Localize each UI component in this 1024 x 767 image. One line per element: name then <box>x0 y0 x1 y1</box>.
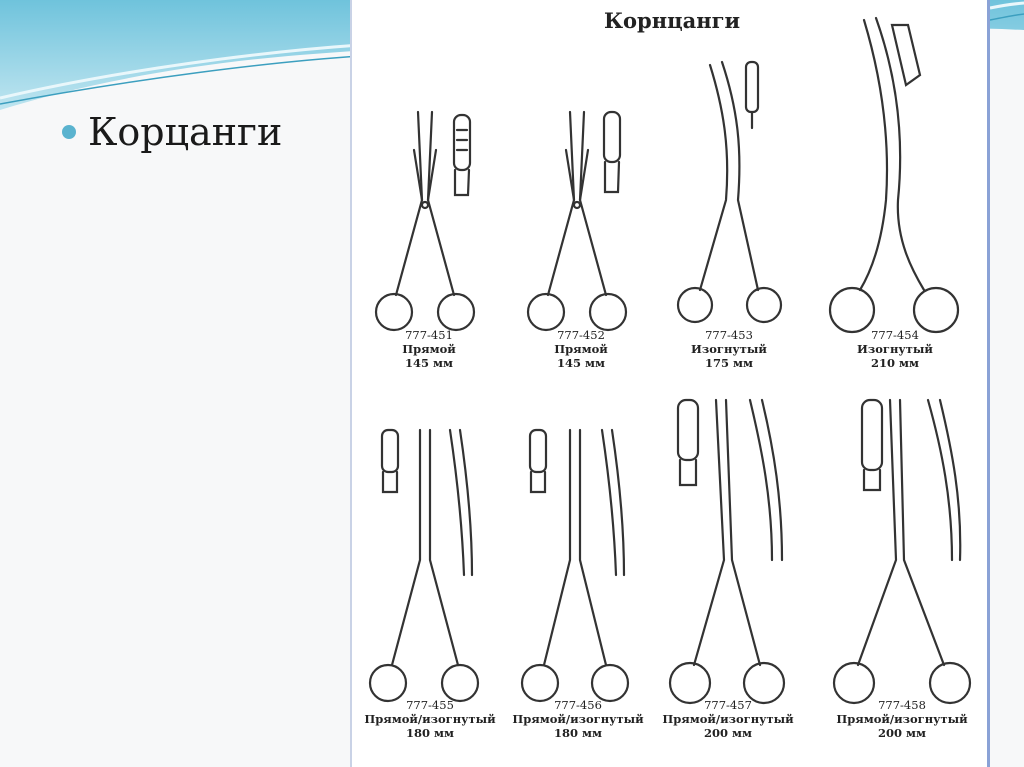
caption-451 <box>374 328 484 370</box>
forceps-452-icon <box>528 112 626 330</box>
caption-code: 777-453 <box>705 328 753 342</box>
caption-code: 777-451 <box>405 328 453 342</box>
caption-type: Изогнутый <box>691 342 767 356</box>
caption-length: 145 мм <box>557 356 605 370</box>
forceps-455-icon <box>370 430 478 701</box>
bullet-text: Корцанги <box>88 110 283 154</box>
caption-code: 777-456 <box>554 698 602 712</box>
forceps-451-icon <box>376 112 474 330</box>
caption-length: 175 мм <box>705 356 753 370</box>
caption-type: Прямой/изогнутый <box>364 712 496 726</box>
forceps-458-icon <box>834 400 970 703</box>
caption-457 <box>658 698 798 740</box>
caption-453 <box>674 328 784 370</box>
caption-length: 180 мм <box>554 726 602 740</box>
caption-length: 145 мм <box>405 356 453 370</box>
caption-type: Прямой/изогнутый <box>836 712 968 726</box>
forceps-456-icon <box>522 430 628 701</box>
bullet-item <box>62 110 282 154</box>
caption-type: Изогнутый <box>857 342 933 356</box>
caption-code: 777-457 <box>704 698 752 712</box>
forceps-457-icon <box>670 400 784 703</box>
caption-code: 777-455 <box>406 698 454 712</box>
figure-title: Корнцанги <box>603 8 741 33</box>
instrument-figure <box>350 0 990 767</box>
forceps-453-icon <box>678 62 781 322</box>
caption-type: Прямой/изогнутый <box>662 712 794 726</box>
caption-length: 210 мм <box>871 356 919 370</box>
caption-length: 200 мм <box>878 726 926 740</box>
caption-452 <box>526 328 636 370</box>
forceps-454-icon <box>830 18 958 332</box>
caption-455 <box>360 698 500 740</box>
caption-456 <box>508 698 648 740</box>
caption-458 <box>832 698 972 740</box>
bullet-dot-icon <box>62 125 76 139</box>
caption-454 <box>840 328 950 370</box>
caption-type: Прямой <box>402 342 456 356</box>
caption-length: 200 мм <box>704 726 752 740</box>
caption-type: Прямой <box>554 342 608 356</box>
caption-code: 777-454 <box>871 328 919 342</box>
instrument-drawings <box>352 0 992 767</box>
caption-code: 777-452 <box>557 328 605 342</box>
caption-length: 180 мм <box>406 726 454 740</box>
caption-type: Прямой/изогнутый <box>512 712 644 726</box>
caption-code: 777-458 <box>878 698 926 712</box>
